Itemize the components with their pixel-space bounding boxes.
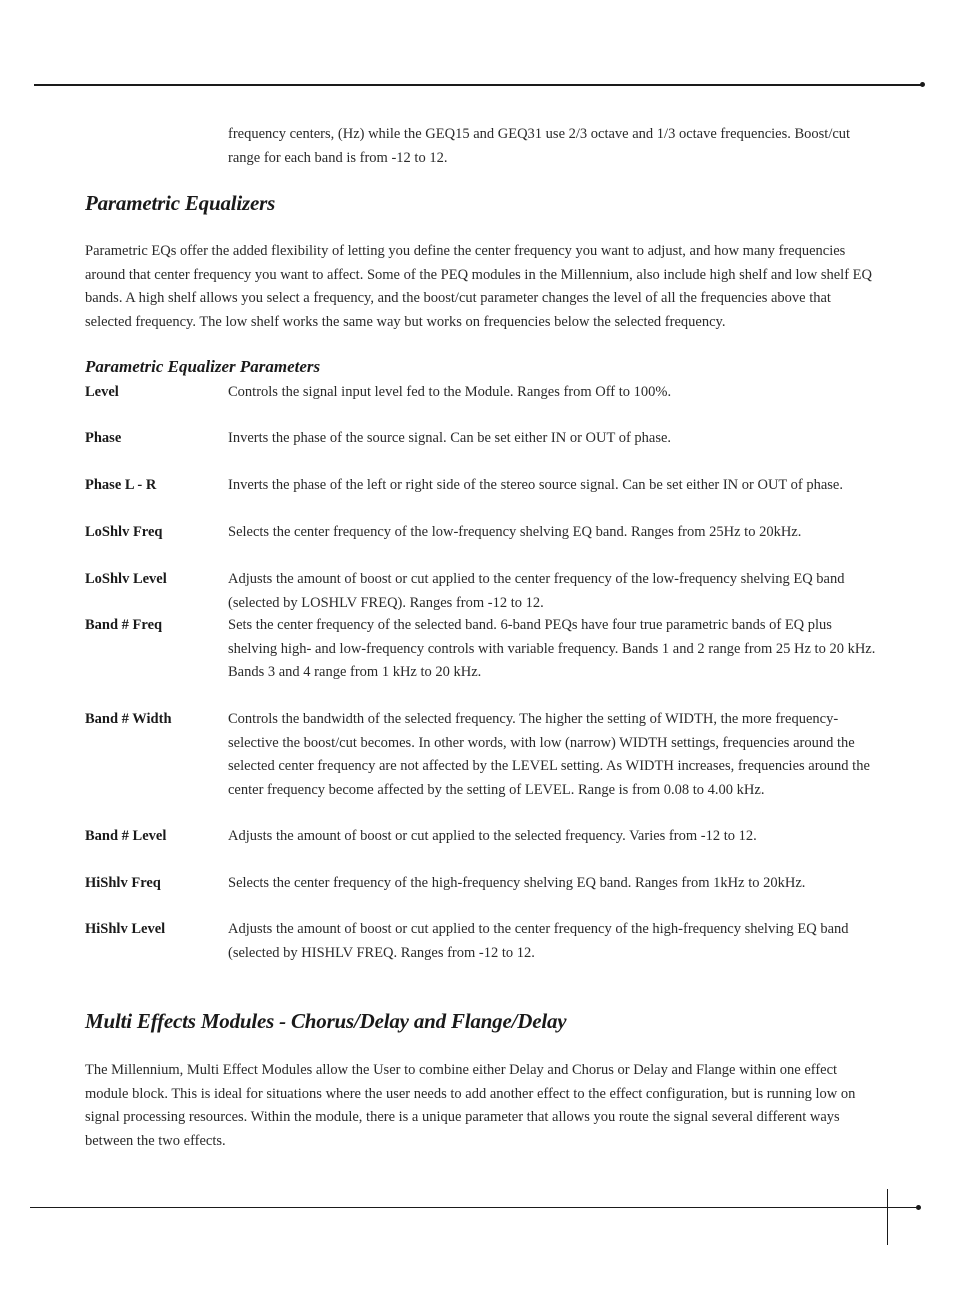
subsection-heading-peq-parameters: Parametric Equalizer Parameters: [85, 357, 321, 376]
param-term-level: Level: [85, 384, 119, 400]
bottom-rule-dot: [916, 1205, 921, 1210]
top-rule-dot: [920, 82, 925, 87]
param-term-hishlv-level: HiShlv Level: [85, 921, 166, 937]
param-desc-hishlv-freq: Selects the center frequency of the high-frequency shelving EQ band. Ranges from 1kHz to 20kHz.: [228, 875, 806, 891]
section-heading-parametric-equalizers: Parametric Equalizers: [85, 191, 276, 215]
section-heading-multi-effects: Multi Effects Modules - Chorus/Delay and Flange/Delay: [85, 1009, 567, 1033]
top-rule: [34, 84, 921, 86]
bottom-corner-mark: [887, 1189, 888, 1245]
param-term-band-width: Band # Width: [85, 711, 172, 727]
param-term-loshlv-freq: LoShlv Freq: [85, 524, 163, 540]
param-desc-band-width: Controls the bandwidth of the selected frequency. The higher the setting of WIDTH, the more frequency-selective the boost/cut becomes. In other words, with low (narrow) WIDTH settings, frequencies around the selected center frequency are not affected by the LEVEL setting. As WIDTH increases, frequencies around the center frequency become affected by the setting of LEVEL. Range is from 0.08 to 4.00 kHz.: [228, 711, 870, 798]
multi-effects-body: The Millennium, Multi Effect Modules allow the User to combine either Delay and Chorus or Delay and Flange within one effect module block. This is ideal for situations where the user needs to add another effect to the effect configuration, but is running low on signal processing resources. Within the module, there is a unique parameter that allows you route the signal several different ways between the two effects.: [85, 1062, 856, 1149]
param-term-band-level: Band # Level: [85, 828, 167, 844]
param-desc-phase: Inverts the phase of the source signal. Can be set either IN or OUT of phase.: [228, 430, 672, 446]
param-term-phase: Phase: [85, 430, 122, 446]
param-term-hishlv-freq: HiShlv Freq: [85, 875, 161, 891]
param-desc-loshlv-freq: Selects the center frequency of the low-frequency shelving EQ band. Ranges from 25Hz to 20kHz.: [228, 524, 802, 540]
param-desc-band-level: Adjusts the amount of boost or cut applied to the selected frequency. Varies from -12 to 12.: [228, 828, 757, 844]
param-term-phase-l-r: Phase L - R: [85, 477, 157, 493]
bottom-rule: [30, 1207, 918, 1208]
param-term-band-freq: Band # Freq: [85, 617, 163, 633]
param-desc-level: Controls the signal input level fed to the Module. Ranges from Off to 100%.: [228, 384, 672, 400]
param-desc-loshlv-level: Adjusts the amount of boost or cut applied to the center frequency of the low-frequency shelving EQ band (selected by LOSHLV FREQ). Ranges from -12 to 12.: [228, 571, 845, 611]
parametric-equalizers-body: Parametric EQs offer the added flexibility of letting you define the center frequency you want to adjust, and how many frequencies around that center frequency you want to affect. Some of the PEQ modules in the Millennium, also include high shelf and low shelf EQ bands. A high shelf allows you select a frequency, and the boost/cut parameter changes the level of all the frequencies above that selected frequency. The low shelf works the same way but works on frequencies below the selected frequency.: [85, 243, 872, 330]
intro-paragraph: frequency centers, (Hz) while the GEQ15 and GEQ31 use 2/3 octave and 1/3 octave frequencies. Boost/cut range for each band is from -12 to 12.: [228, 126, 851, 166]
param-desc-phase-l-r: Inverts the phase of the left or right side of the stereo source signal. Can be set either IN or OUT of phase.: [228, 477, 843, 493]
param-desc-hishlv-level: Adjusts the amount of boost or cut applied to the center frequency of the high-frequency shelving EQ band (selected by HISHLV FREQ. Ranges from -12 to 12.: [228, 921, 849, 961]
param-desc-band-freq: Sets the center frequency of the selected band. 6-band PEQs have four true parametric bands of EQ plus shelving high- and low-frequency controls with variable frequency. Bands 1 and 2 range from 25 Hz to 20 kHz. Bands 3 and 4 range from 1 kHz to 20 kHz.: [228, 617, 876, 681]
param-term-loshlv-level: LoShlv Level: [85, 571, 167, 587]
